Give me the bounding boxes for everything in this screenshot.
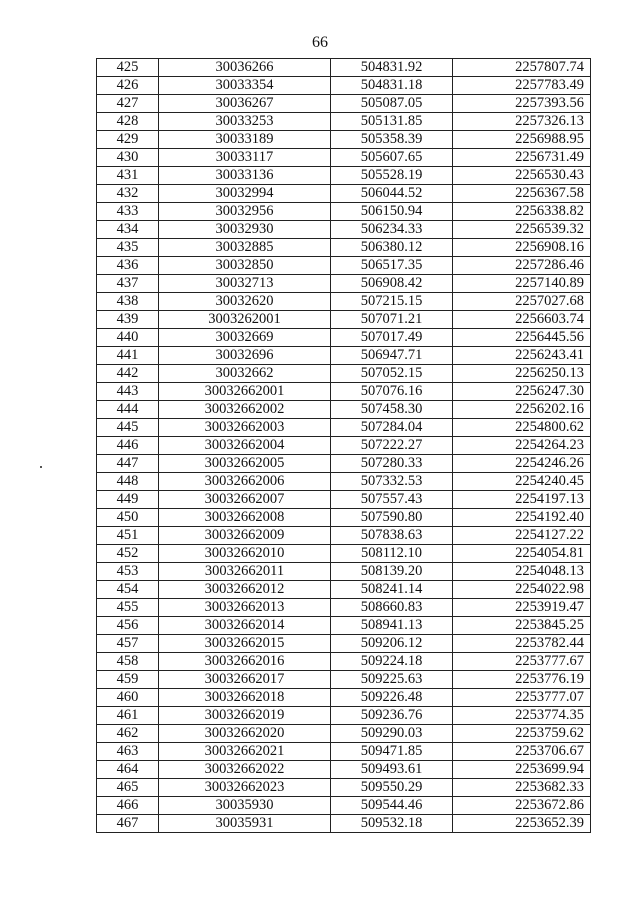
y-coordinate-cell: 2256539.32 xyxy=(453,221,591,239)
table-row xyxy=(97,239,591,257)
point-id-cell: 30033189 xyxy=(159,131,331,149)
y-coordinate-cell: 2256530.43 xyxy=(453,167,591,185)
x-coordinate-cell: 509236.76 xyxy=(331,707,453,725)
y-coordinate-cell: 2256603.74 xyxy=(453,311,591,329)
x-coordinate-cell: 505607.65 xyxy=(331,149,453,167)
point-number-cell: 452 xyxy=(97,545,159,563)
table-row xyxy=(97,347,591,365)
point-number-cell: 439 xyxy=(97,311,159,329)
y-coordinate-cell: 2253845.25 xyxy=(453,617,591,635)
point-number-cell: 440 xyxy=(97,329,159,347)
point-id-cell: 30032662007 xyxy=(159,491,331,509)
point-number-cell: 435 xyxy=(97,239,159,257)
table-row xyxy=(97,581,591,599)
x-coordinate-cell: 507222.27 xyxy=(331,437,453,455)
point-number-cell: 441 xyxy=(97,347,159,365)
point-id-cell: 30032662004 xyxy=(159,437,331,455)
point-number-cell: 446 xyxy=(97,437,159,455)
table-row xyxy=(97,275,591,293)
point-number-cell: 449 xyxy=(97,491,159,509)
table-body xyxy=(97,59,591,833)
point-id-cell: 30032662005 xyxy=(159,455,331,473)
point-id-cell: 30033253 xyxy=(159,113,331,131)
point-id-cell: 30033117 xyxy=(159,149,331,167)
point-id-cell: 30032662010 xyxy=(159,545,331,563)
table-row xyxy=(97,167,591,185)
table-row xyxy=(97,689,591,707)
point-number-cell: 459 xyxy=(97,671,159,689)
x-coordinate-cell: 508660.83 xyxy=(331,599,453,617)
y-coordinate-cell: 2253759.62 xyxy=(453,725,591,743)
x-coordinate-cell: 506908.42 xyxy=(331,275,453,293)
x-coordinate-cell: 507458.30 xyxy=(331,401,453,419)
point-id-cell: 30032620 xyxy=(159,293,331,311)
x-coordinate-cell: 508241.14 xyxy=(331,581,453,599)
y-coordinate-cell: 2253777.07 xyxy=(453,689,591,707)
y-coordinate-cell: 2254054.81 xyxy=(453,545,591,563)
point-id-cell: 30032930 xyxy=(159,221,331,239)
x-coordinate-cell: 504831.18 xyxy=(331,77,453,95)
y-coordinate-cell: 2253682.33 xyxy=(453,779,591,797)
table-row xyxy=(97,149,591,167)
y-coordinate-cell: 2254240.45 xyxy=(453,473,591,491)
table-row xyxy=(97,59,591,77)
table-row xyxy=(97,599,591,617)
x-coordinate-cell: 507332.53 xyxy=(331,473,453,491)
point-id-cell: 30032662009 xyxy=(159,527,331,545)
point-number-cell: 433 xyxy=(97,203,159,221)
point-id-cell: 30032662023 xyxy=(159,779,331,797)
point-number-cell: 454 xyxy=(97,581,159,599)
y-coordinate-cell: 2254246.26 xyxy=(453,455,591,473)
point-id-cell: 30032669 xyxy=(159,329,331,347)
point-number-cell: 453 xyxy=(97,563,159,581)
point-number-cell: 443 xyxy=(97,383,159,401)
x-coordinate-cell: 507590.80 xyxy=(331,509,453,527)
x-coordinate-cell: 506517.35 xyxy=(331,257,453,275)
x-coordinate-cell: 509224.18 xyxy=(331,653,453,671)
x-coordinate-cell: 507215.15 xyxy=(331,293,453,311)
x-coordinate-cell: 507052.15 xyxy=(331,365,453,383)
margin-dot xyxy=(40,466,42,468)
point-number-cell: 465 xyxy=(97,779,159,797)
x-coordinate-cell: 506150.94 xyxy=(331,203,453,221)
point-id-cell: 30032662014 xyxy=(159,617,331,635)
point-number-cell: 455 xyxy=(97,599,159,617)
table-row xyxy=(97,671,591,689)
point-number-cell: 451 xyxy=(97,527,159,545)
x-coordinate-cell: 508941.13 xyxy=(331,617,453,635)
point-id-cell: 30032662001 xyxy=(159,383,331,401)
point-id-cell: 30032662015 xyxy=(159,635,331,653)
point-number-cell: 442 xyxy=(97,365,159,383)
point-id-cell: 30032662019 xyxy=(159,707,331,725)
table-row xyxy=(97,419,591,437)
table-row xyxy=(97,653,591,671)
point-number-cell: 456 xyxy=(97,617,159,635)
y-coordinate-cell: 2254264.23 xyxy=(453,437,591,455)
point-id-cell: 30032956 xyxy=(159,203,331,221)
point-id-cell: 30032662 xyxy=(159,365,331,383)
x-coordinate-cell: 509206.12 xyxy=(331,635,453,653)
y-coordinate-cell: 2257140.89 xyxy=(453,275,591,293)
table-row xyxy=(97,131,591,149)
table-row xyxy=(97,95,591,113)
x-coordinate-cell: 509471.85 xyxy=(331,743,453,761)
point-id-cell: 30035930 xyxy=(159,797,331,815)
table-row xyxy=(97,401,591,419)
point-id-cell: 30032885 xyxy=(159,239,331,257)
point-number-cell: 460 xyxy=(97,689,159,707)
x-coordinate-cell: 505131.85 xyxy=(331,113,453,131)
y-coordinate-cell: 2254048.13 xyxy=(453,563,591,581)
x-coordinate-cell: 509550.29 xyxy=(331,779,453,797)
page-number: 66 xyxy=(312,34,328,51)
x-coordinate-cell: 506947.71 xyxy=(331,347,453,365)
table-row xyxy=(97,473,591,491)
x-coordinate-cell: 507838.63 xyxy=(331,527,453,545)
y-coordinate-cell: 2256338.82 xyxy=(453,203,591,221)
point-id-cell: 3003262001 xyxy=(159,311,331,329)
y-coordinate-cell: 2254192.40 xyxy=(453,509,591,527)
table-row xyxy=(97,221,591,239)
point-number-cell: 437 xyxy=(97,275,159,293)
point-number-cell: 464 xyxy=(97,761,159,779)
point-number-cell: 436 xyxy=(97,257,159,275)
point-id-cell: 30032662018 xyxy=(159,689,331,707)
x-coordinate-cell: 509226.48 xyxy=(331,689,453,707)
table-row xyxy=(97,293,591,311)
point-id-cell: 30032662008 xyxy=(159,509,331,527)
point-number-cell: 434 xyxy=(97,221,159,239)
table-row xyxy=(97,113,591,131)
point-id-cell: 30032662021 xyxy=(159,743,331,761)
table-row xyxy=(97,617,591,635)
point-id-cell: 30032662011 xyxy=(159,563,331,581)
point-number-cell: 432 xyxy=(97,185,159,203)
x-coordinate-cell: 509290.03 xyxy=(331,725,453,743)
y-coordinate-cell: 2257326.13 xyxy=(453,113,591,131)
point-number-cell: 463 xyxy=(97,743,159,761)
y-coordinate-cell: 2257783.49 xyxy=(453,77,591,95)
table-row xyxy=(97,185,591,203)
point-id-cell: 30032662002 xyxy=(159,401,331,419)
point-id-cell: 30032994 xyxy=(159,185,331,203)
point-number-cell: 466 xyxy=(97,797,159,815)
y-coordinate-cell: 2253919.47 xyxy=(453,599,591,617)
table-row xyxy=(97,815,591,833)
table-row xyxy=(97,329,591,347)
point-id-cell: 30032662020 xyxy=(159,725,331,743)
table-row xyxy=(97,707,591,725)
y-coordinate-cell: 2254022.98 xyxy=(453,581,591,599)
point-number-cell: 431 xyxy=(97,167,159,185)
y-coordinate-cell: 2254197.13 xyxy=(453,491,591,509)
y-coordinate-cell: 2256445.56 xyxy=(453,329,591,347)
x-coordinate-cell: 506234.33 xyxy=(331,221,453,239)
x-coordinate-cell: 507284.04 xyxy=(331,419,453,437)
table-row xyxy=(97,725,591,743)
y-coordinate-cell: 2253776.19 xyxy=(453,671,591,689)
y-coordinate-cell: 2257286.46 xyxy=(453,257,591,275)
y-coordinate-cell: 2256731.49 xyxy=(453,149,591,167)
table-row xyxy=(97,545,591,563)
table-row xyxy=(97,635,591,653)
x-coordinate-cell: 506380.12 xyxy=(331,239,453,257)
x-coordinate-cell: 507071.21 xyxy=(331,311,453,329)
x-coordinate-cell: 509532.18 xyxy=(331,815,453,833)
point-number-cell: 438 xyxy=(97,293,159,311)
point-number-cell: 430 xyxy=(97,149,159,167)
y-coordinate-cell: 2253652.39 xyxy=(453,815,591,833)
x-coordinate-cell: 507017.49 xyxy=(331,329,453,347)
x-coordinate-cell: 509493.61 xyxy=(331,761,453,779)
y-coordinate-cell: 2257807.74 xyxy=(453,59,591,77)
point-number-cell: 429 xyxy=(97,131,159,149)
x-coordinate-cell: 507076.16 xyxy=(331,383,453,401)
y-coordinate-cell: 2256247.30 xyxy=(453,383,591,401)
point-id-cell: 30032662017 xyxy=(159,671,331,689)
y-coordinate-cell: 2257393.56 xyxy=(453,95,591,113)
point-id-cell: 30033354 xyxy=(159,77,331,95)
x-coordinate-cell: 508112.10 xyxy=(331,545,453,563)
y-coordinate-cell: 2256367.58 xyxy=(453,185,591,203)
point-number-cell: 457 xyxy=(97,635,159,653)
table-row xyxy=(97,77,591,95)
y-coordinate-cell: 2253672.86 xyxy=(453,797,591,815)
point-id-cell: 30032662016 xyxy=(159,653,331,671)
y-coordinate-cell: 2253782.44 xyxy=(453,635,591,653)
point-number-cell: 462 xyxy=(97,725,159,743)
y-coordinate-cell: 2256250.13 xyxy=(453,365,591,383)
point-number-cell: 461 xyxy=(97,707,159,725)
x-coordinate-cell: 509225.63 xyxy=(331,671,453,689)
point-id-cell: 30032662012 xyxy=(159,581,331,599)
point-number-cell: 458 xyxy=(97,653,159,671)
x-coordinate-cell: 506044.52 xyxy=(331,185,453,203)
point-number-cell: 426 xyxy=(97,77,159,95)
table-row xyxy=(97,527,591,545)
point-id-cell: 30036267 xyxy=(159,95,331,113)
y-coordinate-cell: 2256202.16 xyxy=(453,401,591,419)
point-number-cell: 425 xyxy=(97,59,159,77)
x-coordinate-cell: 505358.39 xyxy=(331,131,453,149)
point-id-cell: 30036266 xyxy=(159,59,331,77)
y-coordinate-cell: 2257027.68 xyxy=(453,293,591,311)
table-row xyxy=(97,203,591,221)
x-coordinate-cell: 505087.05 xyxy=(331,95,453,113)
y-coordinate-cell: 2254127.22 xyxy=(453,527,591,545)
x-coordinate-cell: 504831.92 xyxy=(331,59,453,77)
point-number-cell: 445 xyxy=(97,419,159,437)
x-coordinate-cell: 509544.46 xyxy=(331,797,453,815)
point-number-cell: 427 xyxy=(97,95,159,113)
table-row xyxy=(97,365,591,383)
x-coordinate-cell: 507557.43 xyxy=(331,491,453,509)
table-row xyxy=(97,779,591,797)
y-coordinate-cell: 2254800.62 xyxy=(453,419,591,437)
table-row xyxy=(97,311,591,329)
table-row xyxy=(97,257,591,275)
point-id-cell: 30032662013 xyxy=(159,599,331,617)
y-coordinate-cell: 2256908.16 xyxy=(453,239,591,257)
point-id-cell: 30032662006 xyxy=(159,473,331,491)
table-row xyxy=(97,509,591,527)
point-id-cell: 30035931 xyxy=(159,815,331,833)
table-row xyxy=(97,437,591,455)
y-coordinate-cell: 2256243.41 xyxy=(453,347,591,365)
point-id-cell: 30032662022 xyxy=(159,761,331,779)
point-number-cell: 428 xyxy=(97,113,159,131)
table-row xyxy=(97,743,591,761)
point-number-cell: 467 xyxy=(97,815,159,833)
table-row xyxy=(97,563,591,581)
y-coordinate-cell: 2253699.94 xyxy=(453,761,591,779)
x-coordinate-cell: 507280.33 xyxy=(331,455,453,473)
point-id-cell: 30032696 xyxy=(159,347,331,365)
table-row xyxy=(97,491,591,509)
y-coordinate-cell: 2253706.67 xyxy=(453,743,591,761)
coordinates-table xyxy=(96,58,591,833)
x-coordinate-cell: 508139.20 xyxy=(331,563,453,581)
point-number-cell: 448 xyxy=(97,473,159,491)
point-id-cell: 30032713 xyxy=(159,275,331,293)
table-row xyxy=(97,383,591,401)
point-id-cell: 30032662003 xyxy=(159,419,331,437)
y-coordinate-cell: 2253777.67 xyxy=(453,653,591,671)
table-row xyxy=(97,761,591,779)
x-coordinate-cell: 505528.19 xyxy=(331,167,453,185)
y-coordinate-cell: 2253774.35 xyxy=(453,707,591,725)
point-id-cell: 30033136 xyxy=(159,167,331,185)
point-id-cell: 30032850 xyxy=(159,257,331,275)
y-coordinate-cell: 2256988.95 xyxy=(453,131,591,149)
point-number-cell: 450 xyxy=(97,509,159,527)
table-row xyxy=(97,797,591,815)
point-number-cell: 447 xyxy=(97,455,159,473)
point-number-cell: 444 xyxy=(97,401,159,419)
table-row xyxy=(97,455,591,473)
